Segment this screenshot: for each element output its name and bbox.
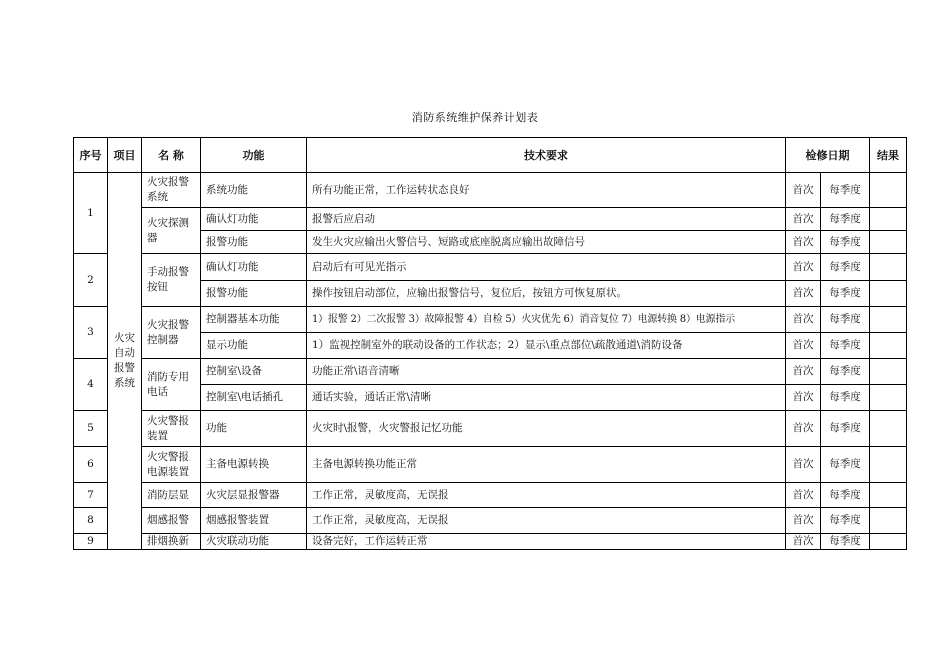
row-no: 6: [74, 447, 108, 483]
row-first: 首次: [786, 231, 821, 254]
item-label: 火灾自动报警系统: [108, 173, 142, 550]
row-first: 首次: [786, 534, 821, 550]
row-requirement: 功能正常\语音清晰: [307, 359, 786, 385]
row-function: 显示功能: [201, 333, 307, 359]
row-no: 5: [74, 411, 108, 447]
row-no: 9: [74, 534, 108, 550]
row-requirement: 工作正常，灵敏度高，无误报: [307, 483, 786, 508]
row-requirement: 启动后有可见光指示: [307, 254, 786, 281]
row-cycle: 每季度: [821, 385, 870, 411]
row-first: 首次: [786, 254, 821, 281]
row-result: [870, 333, 907, 359]
header-name: 名 称: [142, 138, 201, 173]
row-result: [870, 508, 907, 534]
table-row: [74, 534, 907, 550]
header-function: 功能: [201, 138, 307, 173]
row-cycle: 每季度: [821, 447, 870, 483]
row-cycle: 每季度: [821, 281, 870, 307]
row-name: 火灾警报电源装置: [142, 447, 201, 483]
row-result: [870, 411, 907, 447]
row-requirement: 发生火灾应输出火警信号、短路或底座脱离应输出故障信号: [307, 231, 786, 254]
row-first: 首次: [786, 385, 821, 411]
row-first: 首次: [786, 411, 821, 447]
row-first: 首次: [786, 307, 821, 333]
row-function: 烟感报警装置: [201, 508, 307, 534]
table-row: [74, 307, 907, 333]
row-requirement: 火灾时\报警，火灾警报记忆功能: [307, 411, 786, 447]
table-row: [74, 483, 907, 508]
row-name: 火灾探测器: [142, 208, 201, 254]
row-name: 手动报警按钮: [142, 254, 201, 307]
row-function: 火灾层显报警器: [201, 483, 307, 508]
row-requirement: 通话实验，通话正常\清晰: [307, 385, 786, 411]
row-first: 首次: [786, 173, 821, 208]
row-requirement: 工作正常，灵敏度高，无误报: [307, 508, 786, 534]
row-name: 火灾报警系统: [142, 173, 201, 208]
row-function: 报警功能: [201, 231, 307, 254]
row-cycle: 每季度: [821, 359, 870, 385]
row-result: [870, 254, 907, 281]
row-no: 1: [74, 173, 108, 254]
row-result: [870, 173, 907, 208]
row-first: 首次: [786, 208, 821, 231]
row-requirement: 操作按钮启动部位，应输出报警信号，复位后，按钮方可恢复原状。: [307, 281, 786, 307]
row-requirement: 设备完好，工作运转正常: [307, 534, 786, 550]
table-row: [74, 208, 907, 231]
row-result: [870, 447, 907, 483]
row-result: [870, 307, 907, 333]
row-name: 火灾报警控制器: [142, 307, 201, 359]
row-requirement: 1）监视控制室外的联动设备的工作状态；2）显示\重点部位\疏散通道\消防设备: [307, 333, 786, 359]
row-cycle: 每季度: [821, 508, 870, 534]
table-row: [74, 508, 907, 534]
row-cycle: 每季度: [821, 307, 870, 333]
maintenance-plan-table: [73, 137, 907, 550]
row-name: 消防层显: [142, 483, 201, 508]
row-requirement: 1）报警 2）二次报警 3）故障报警 4）自检 5）火灾优先 6）消音复位 7）电源转换 8）电源指示: [307, 307, 786, 333]
row-result: [870, 534, 907, 550]
row-no: 8: [74, 508, 108, 534]
row-result: [870, 483, 907, 508]
table-row: [74, 254, 907, 281]
row-cycle: 每季度: [821, 208, 870, 231]
row-requirement: 所有功能正常，工作运转状态良好: [307, 173, 786, 208]
row-function: 功能: [201, 411, 307, 447]
row-result: [870, 359, 907, 385]
row-function: 控制器基本功能: [201, 307, 307, 333]
row-function: 系统功能: [201, 173, 307, 208]
row-cycle: 每季度: [821, 173, 870, 208]
row-cycle: 每季度: [821, 483, 870, 508]
row-requirement: 主备电源转换功能正常: [307, 447, 786, 483]
header-row: [74, 138, 907, 173]
row-function: 报警功能: [201, 281, 307, 307]
table-row: [74, 447, 907, 483]
header-date: 检修日期: [786, 138, 870, 173]
row-function: 控制室\电话插孔: [201, 385, 307, 411]
table-row: [74, 173, 907, 208]
row-first: 首次: [786, 333, 821, 359]
header-no: 序号: [74, 138, 108, 173]
row-no: 2: [74, 254, 108, 307]
row-first: 首次: [786, 447, 821, 483]
row-function: 火灾联动功能: [201, 534, 307, 550]
row-no: 7: [74, 483, 108, 508]
row-first: 首次: [786, 281, 821, 307]
row-requirement: 报警后应启动: [307, 208, 786, 231]
row-result: [870, 385, 907, 411]
row-cycle: 每季度: [821, 534, 870, 550]
row-cycle: 每季度: [821, 254, 870, 281]
row-function: 主备电源转换: [201, 447, 307, 483]
document-title: 消防系统维护保养计划表: [411, 111, 539, 124]
row-first: 首次: [786, 359, 821, 385]
row-name: 火灾警报装置: [142, 411, 201, 447]
row-cycle: 每季度: [821, 333, 870, 359]
row-first: 首次: [786, 508, 821, 534]
row-name: 消防专用电话: [142, 359, 201, 411]
row-cycle: 每季度: [821, 411, 870, 447]
row-result: [870, 231, 907, 254]
row-name: 烟感报警: [142, 508, 201, 534]
header-result: 结果: [870, 138, 907, 173]
row-function: 控制室\设备: [201, 359, 307, 385]
header-requirement: 技术要求: [307, 138, 786, 173]
table-row: [74, 359, 907, 385]
row-function: 确认灯功能: [201, 208, 307, 231]
row-name: 排烟换新: [142, 534, 201, 550]
row-no: 4: [74, 359, 108, 411]
row-no: 3: [74, 307, 108, 359]
table-row: [74, 411, 907, 447]
row-result: [870, 281, 907, 307]
row-result: [870, 208, 907, 231]
row-function: 确认灯功能: [201, 254, 307, 281]
header-item: 项目: [108, 138, 142, 173]
row-first: 首次: [786, 483, 821, 508]
row-cycle: 每季度: [821, 231, 870, 254]
